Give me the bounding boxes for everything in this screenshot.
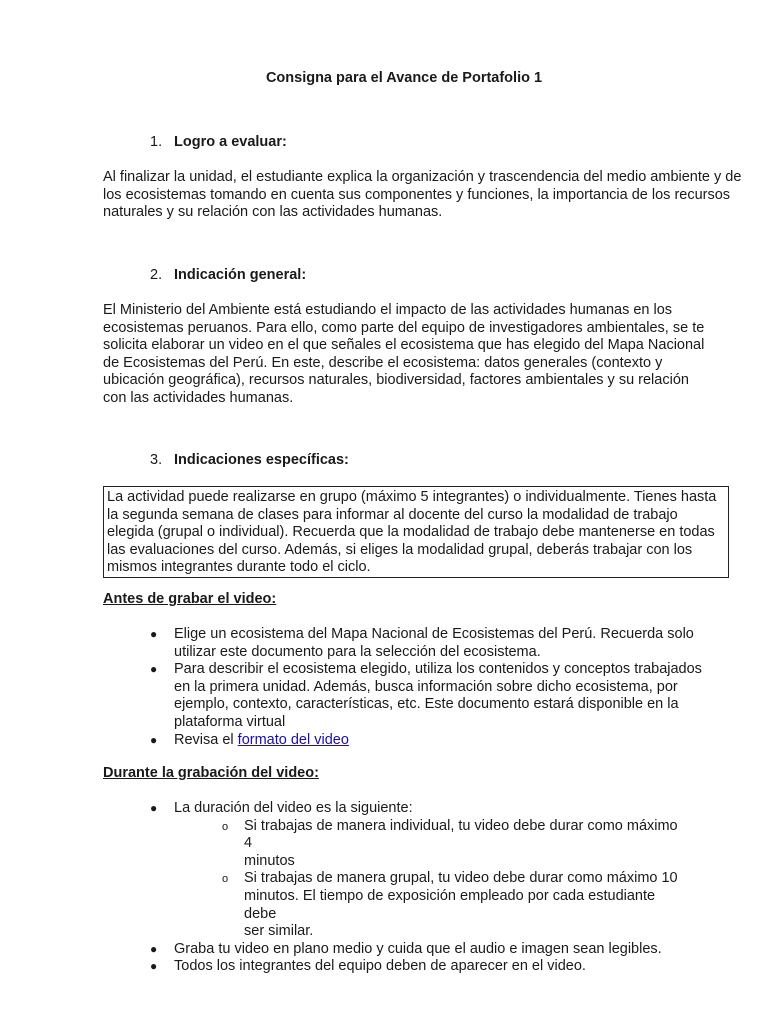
list-antes <box>0 626 768 749</box>
bullet-icon: ● <box>150 941 158 956</box>
sublist-duracion <box>174 818 714 941</box>
heading-text: Logro a evaluar: <box>174 134 287 150</box>
sublist-text: Si trabajas de manera individual, tu video debe durar como máximo <box>244 817 678 834</box>
formato-video-link[interactable]: formato del video <box>237 731 349 748</box>
list-item-text: Graba tu video en plano medio y cuida que el audio e imagen sean legibles. <box>174 940 662 957</box>
paragraph-logro: Al finalizar la unidad, el estudiante explica la organización y trascendencia del medio ambiente y de los ecosistemas tomando en cuenta sus componentes y funciones, la importancia de los recursos naturales y su relación con las actividades humanas. <box>103 169 742 221</box>
list-durante <box>0 800 768 976</box>
list-item-text: La duración del video es la siguiente: <box>174 800 413 816</box>
list-item <box>0 958 714 976</box>
bullet-icon: ● <box>150 627 158 641</box>
heading-number: 2. <box>150 267 163 283</box>
list-item <box>0 941 714 959</box>
document-title: Consigna para el Avance de Portafolio 1 <box>265 70 543 86</box>
paragraph-indicacion-general: El Ministerio del Ambiente está estudiando el impacto de las actividades humanas en los ecosistemas peruanos. Para ello, como parte del equipo de investigadores ambientales, se te solicita elaborar un video en el que señales el ecosistema que has elegido del Mapa Nacional de Ecosistemas del Perú. En este, describe el ecosistema: datos generales (contexto y ubicación geográfica), recursos naturales, biodiversidad, factores ambientales y su relación con las actividades humanas. <box>103 302 705 406</box>
list-item <box>0 732 714 750</box>
heading-indicaciones-especificas <box>150 452 349 470</box>
list-item <box>0 800 714 941</box>
sublist-text: Si trabajas de manera grupal, tu video debe durar como máximo 10 minutos. El tiempo de exposición empleado por cada estudiante <box>244 870 678 904</box>
sublist-text: 4 <box>244 835 253 852</box>
circle-bullet-icon: o <box>222 820 229 833</box>
heading-text: Indicaciones específicas: <box>174 452 349 468</box>
sublist-item-grupal <box>174 870 704 940</box>
bullet-icon: ● <box>150 959 158 974</box>
section-title-durante: Durante la grabación del video: <box>103 765 319 781</box>
list-item-text: Para describir el ecosistema elegido, utiliza los contenidos y conceptos trabajados en la primera unidad. Además, busca información sobre dicho ecosistema, por ejemplo, contexto, características, etc. Este documento estará disponible en la plataforma virtual <box>174 661 702 730</box>
heading-indicacion-general <box>150 267 306 285</box>
sublist-text: ser similar. <box>244 923 314 940</box>
list-item <box>0 661 714 731</box>
heading-number: 1. <box>150 134 163 150</box>
list-item-text: Todos los integrantes del equipo deben de aparecer en el video. <box>174 958 586 975</box>
heading-text: Indicación general: <box>174 267 307 283</box>
list-item-text: Elige un ecosistema del Mapa Nacional de Ecosistemas del Perú. Recuerda solo utilizar este documento para la selección del ecosistema. <box>174 626 694 660</box>
circle-bullet-icon: o <box>222 873 229 886</box>
sublist-text: minutos <box>244 852 295 869</box>
bullet-icon: ● <box>150 732 158 747</box>
heading-logro <box>150 134 287 152</box>
review-prefix: Revisa el <box>174 731 238 748</box>
heading-number: 3. <box>150 452 163 468</box>
bullet-icon: ● <box>150 662 158 677</box>
list-item <box>0 626 714 661</box>
boxed-note: La actividad puede realizarse en grupo (máximo 5 integrantes) o individualmente. Tienes hasta la segunda semana de clases para informar al docente del curso la modalidad de trabajo elegida (grupal o individual). Recuerda que la modalidad de trabajo debe mantenerse en todas las evaluaciones del curso. Además, si eliges la modalidad grupal, deberás trabajar con los mismos integrantes durante todo el ciclo. <box>103 486 729 578</box>
section-title-antes: Antes de grabar el video: <box>103 591 277 607</box>
sublist-text: debe <box>244 905 277 922</box>
sublist-item-individual <box>174 818 704 871</box>
bullet-icon: ● <box>150 801 158 815</box>
